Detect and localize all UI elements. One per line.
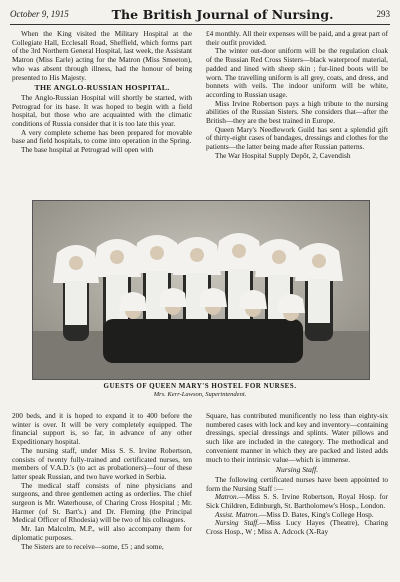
- paragraph: The following certificated nurses have been appointed to form the Nursing Staff :—: [206, 474, 388, 493]
- section-heading: Nursing Staff.: [275, 465, 319, 475]
- paragraph: The nursing staff, under Miss S. S. Irvine Robertson, consists of twenty fully-trained and certificated nurses, ten members of V.A.D.'s (to act as probationers)—four of these latter speak Russian, and two have worked in Serbia.: [12, 445, 192, 481]
- issue-date: October 9, 1915: [10, 9, 69, 19]
- paragraph: Square, has contributed munificently no less than eighty-six numbered cases with lock and key and inventory—containing dressings, special dressings and splints. Water pillows and such like are included in the category. The methodical and convenient manner in which they are packed and listed adds much to their intrinsic value—which is immense.: [206, 411, 388, 464]
- group-photograph: [32, 200, 370, 380]
- paragraph: Queen Mary's Needlework Guild has sent a splendid gift of thirty-eight cases of bandages, dressings and clothes for the patients—the latter being made after Russian patterns.: [206, 124, 388, 152]
- staff-details: —Miss S. S. Irvine Robertson, Royal Hosp. for Sick Children, Edinburgh, St. Bartholomew's Hosp., London.: [206, 492, 388, 511]
- paragraph: Miss Irvine Robertson pays a high tribute to the nursing abilities of the Russian Sisters. She considers that—after the British—they are the best trained in Europe.: [206, 98, 388, 126]
- paragraph: The Sisters are to receive—some, £5 ; and some,: [21, 541, 164, 551]
- staff-role-label: Matron.: [215, 492, 239, 502]
- paragraph: The medical staff consists of nine physicians and surgeons, and three gentlemen acting as orderlies. The chief surgeon is Mr. Waterhouse, of Charing Cross Hospital ; Mr. Harmer (of St. Bart's.) and Dr. Fleming (the Principal Medical Officer of Rhodesia) will be two of his colleagues.: [12, 480, 192, 525]
- section-heading: THE ANGLO-RUSSIAN HOSPITAL.: [34, 83, 170, 93]
- paragraph: When the King visited the Military Hospital at the Collegiate Hall, Ecclesall Road, Sheffield, which forms part of the 3rd Northern General Hospital, last week, the Assistant Matron (Miss Earle) acting for the Matron (Miss Smeeton), who was absent through illness, had the honour of being presented to His Majesty.: [12, 29, 192, 82]
- photo-caption: [10, 382, 390, 398]
- left-column-bottom: [12, 412, 192, 551]
- staff-entry: [206, 493, 388, 510]
- page-number: 293: [376, 9, 390, 19]
- paragraph: A very complete scheme has been prepared for movable base and field hospitals, to come into operation in the Spring.: [12, 127, 192, 146]
- paragraph: The War Hospital Supply Depôt, 2, Cavendish: [215, 150, 351, 160]
- paragraph: The Anglo-Russian Hospital will shortly be started, with Petrograd for its base. It was hoped to begin with a field hospital, but those who are acquainted with the climatic conditions of Russia consider that it is too late this year.: [12, 92, 192, 129]
- nurses-photo-illustration: [33, 201, 369, 379]
- right-column-bottom: [206, 412, 388, 537]
- staff-role-label: Assist. Matron.: [215, 509, 260, 519]
- paragraph: Mr. Ian Malcolm, M.P., will also accompany them for diplomatic purposes.: [12, 524, 192, 542]
- paragraph: The base hospital at Petrograd will open with: [21, 145, 154, 155]
- page-header: [10, 4, 390, 25]
- staff-details: —Miss D. Bates, King's College Hosp.: [259, 509, 374, 519]
- paragraph: £4 monthly. All their expenses will be paid, and a great part of their outfit provided.: [206, 29, 388, 47]
- paragraph: 200 beds, and it is hoped to expand it to 400 before the winter is over. It will be very completely equipped. The financial support is, so far, in advance of any other Expeditionary hospital.: [12, 411, 192, 447]
- left-column-top: [12, 30, 192, 155]
- photo-caption-subtitle: Mrs. Kerr-Lawson, Superintendent.: [153, 391, 247, 398]
- paragraph: The winter out-door uniform will be the regulation cloak of the Russian Red Cross Sisters—black waterproof material, padded and lined with sheep skin ; fur-lined boots will be worn. The travelling uniform is all grey, coats, and dress, and bonnets with veils. The indoor uniform will be white, according to Russian usage.: [206, 46, 388, 99]
- staff-entry: [206, 519, 388, 536]
- staff-details: —Miss Lucy Hayes (Theatre), Charing Cross Hosp., W ; Miss A. Adcock (X-Ray: [206, 518, 388, 537]
- staff-role-label: Nursing Staff.: [215, 518, 260, 528]
- journal-title: The British Journal of Nursing.: [111, 6, 334, 22]
- journal-page: [10, 4, 390, 578]
- photo-caption-title: GUESTS OF QUEEN MARY'S HOSTEL FOR NURSES.: [103, 382, 297, 390]
- right-column-top: [206, 30, 388, 161]
